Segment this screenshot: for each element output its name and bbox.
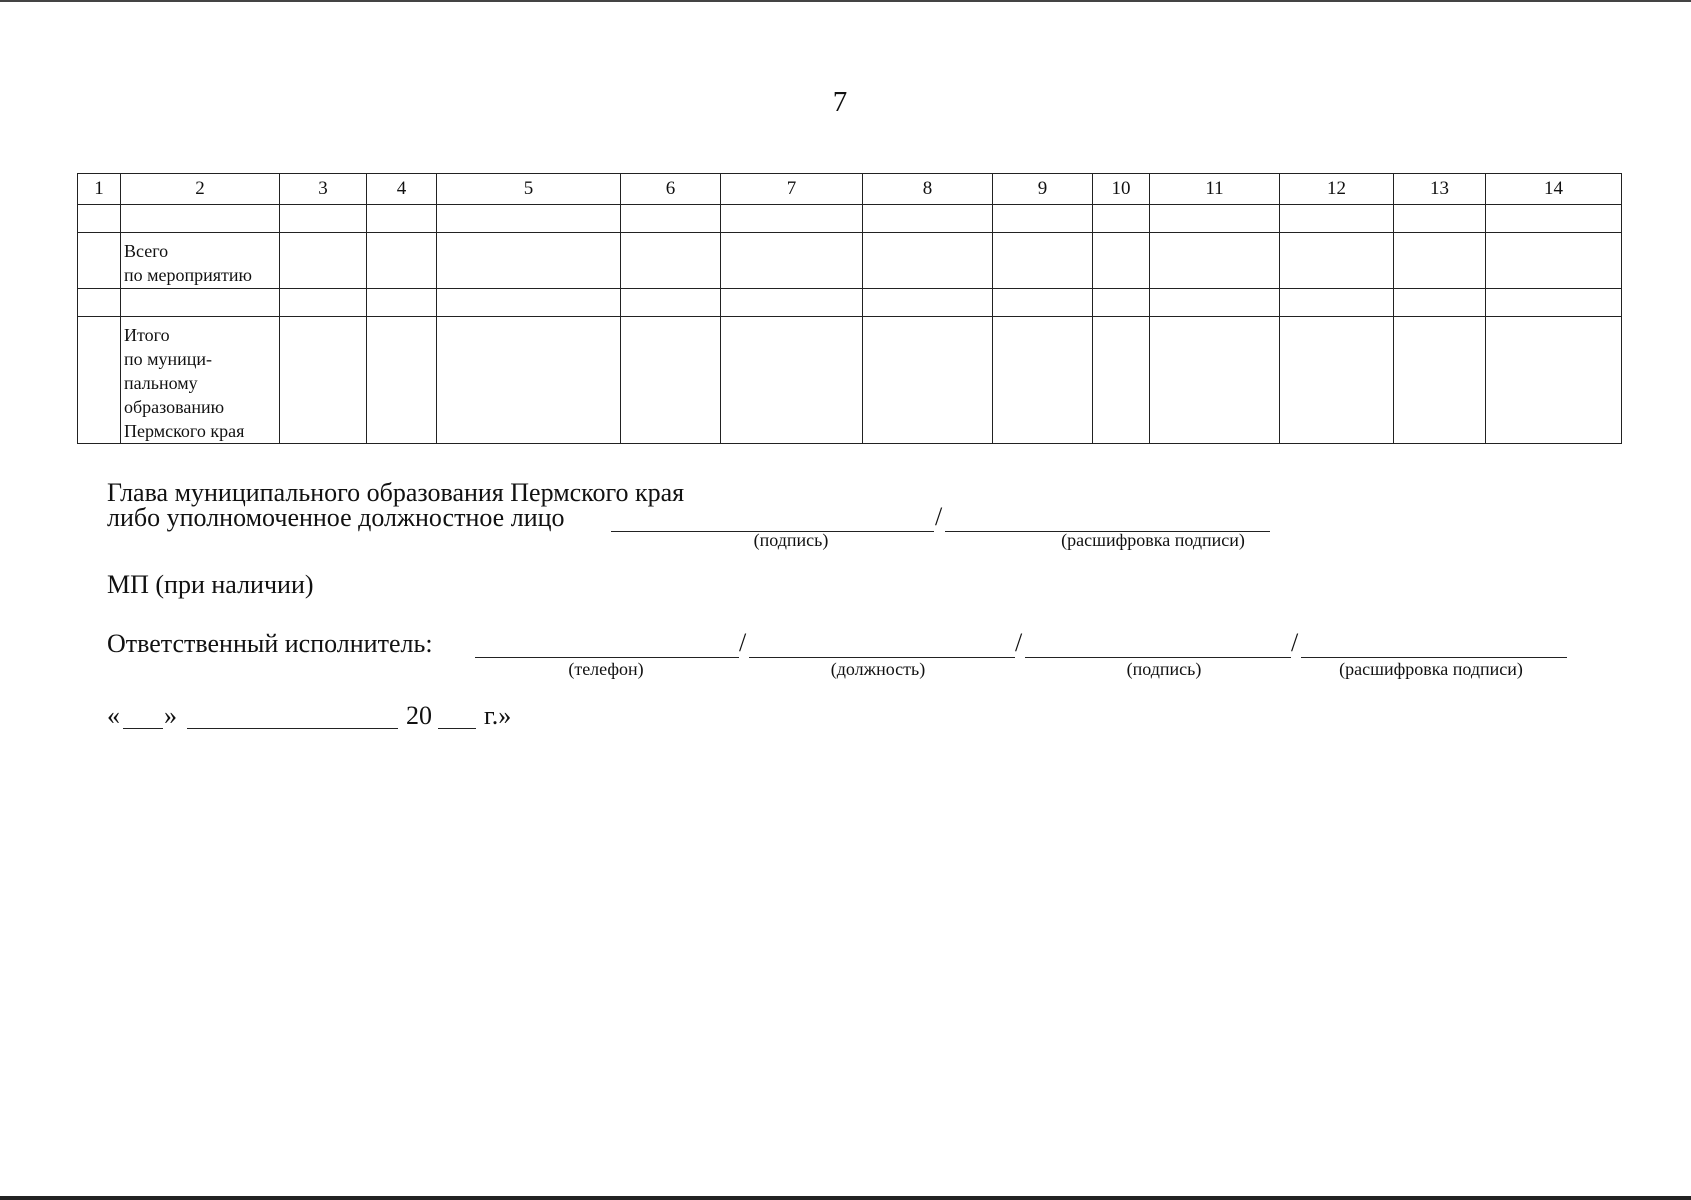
executor-signature-line xyxy=(1025,657,1291,658)
table-cell xyxy=(721,289,863,317)
table-cell xyxy=(621,317,721,444)
table-cell xyxy=(78,205,121,233)
date-close-quote: » xyxy=(164,701,177,730)
table-cell xyxy=(863,317,993,444)
row-label-line: по мероприятию xyxy=(124,265,253,285)
column-number: 7 xyxy=(721,174,863,205)
table-cell xyxy=(1486,317,1622,444)
row-label-line: Итого xyxy=(124,325,170,345)
table-cell xyxy=(437,205,621,233)
table-cell xyxy=(1280,317,1394,444)
caption-decoding: (расшифровка подписи) xyxy=(1061,530,1245,550)
table-cell xyxy=(1150,289,1280,317)
table-cell xyxy=(1394,289,1486,317)
table-cell xyxy=(1280,289,1394,317)
caption-decoding: (расшифровка подписи) xyxy=(1339,659,1523,679)
scan-top-edge xyxy=(0,0,1691,2)
stamp-label: МП (при наличии) xyxy=(107,570,314,599)
row-label-line: пальному xyxy=(124,373,198,393)
phone-line xyxy=(475,657,739,658)
table-cell xyxy=(721,233,863,289)
table-cell xyxy=(621,233,721,289)
empty-row xyxy=(78,289,1622,317)
date-day-line xyxy=(123,728,163,729)
table-cell xyxy=(1093,233,1150,289)
separator-slash: / xyxy=(1015,628,1023,657)
caption-phone: (телефон) xyxy=(568,659,644,679)
table-cell xyxy=(78,233,121,289)
caption-signature: (подпись) xyxy=(753,530,829,550)
column-number: 4 xyxy=(367,174,437,205)
column-number: 6 xyxy=(621,174,721,205)
column-number: 9 xyxy=(993,174,1093,205)
separator-slash: / xyxy=(739,628,747,657)
table-cell xyxy=(721,317,863,444)
table-cell xyxy=(367,205,437,233)
table-cell xyxy=(1394,317,1486,444)
table-cell xyxy=(1486,233,1622,289)
caption-signature: (подпись) xyxy=(1126,659,1202,679)
table-cell xyxy=(1093,205,1150,233)
row-label-line: образованию xyxy=(124,397,225,417)
column-number: 13 xyxy=(1394,174,1486,205)
table-cell xyxy=(863,205,993,233)
table-cell xyxy=(280,289,367,317)
table-cell xyxy=(280,317,367,444)
date-month-line xyxy=(187,728,398,729)
separator-slash: / xyxy=(1291,628,1299,657)
executor-decoding-line xyxy=(1301,657,1567,658)
table-cell xyxy=(280,205,367,233)
column-number: 2 xyxy=(121,174,280,205)
row-label-line: по муници- xyxy=(124,349,213,369)
row-label-line: Пермского края xyxy=(124,421,245,441)
report-table xyxy=(77,173,1622,444)
column-number: 14 xyxy=(1486,174,1622,205)
table-cell xyxy=(121,205,280,233)
date-open-quote: « xyxy=(107,701,120,730)
date-year-prefix: 20 xyxy=(406,701,432,730)
table-cell xyxy=(367,233,437,289)
column-number: 1 xyxy=(78,174,121,205)
table-cell xyxy=(1486,205,1622,233)
row-label-line: Всего xyxy=(124,241,169,261)
table-cell xyxy=(437,233,621,289)
grand-total-row xyxy=(78,317,1622,444)
table-cell xyxy=(1150,233,1280,289)
table-cell xyxy=(437,317,621,444)
column-number-row xyxy=(78,174,1622,205)
scan-bottom-edge xyxy=(0,1196,1691,1200)
table-cell xyxy=(993,205,1093,233)
table-cell xyxy=(121,289,280,317)
column-number: 3 xyxy=(280,174,367,205)
table-cell xyxy=(993,233,1093,289)
column-number: 10 xyxy=(1093,174,1150,205)
table-cell xyxy=(993,289,1093,317)
table-cell xyxy=(1150,317,1280,444)
table-cell xyxy=(437,289,621,317)
table-cell xyxy=(78,289,121,317)
table-cell xyxy=(1394,233,1486,289)
date-suffix: г.» xyxy=(484,701,512,730)
separator-slash: / xyxy=(935,502,943,531)
table-cell xyxy=(1093,317,1150,444)
table-cell xyxy=(1150,205,1280,233)
empty-row xyxy=(78,205,1622,233)
date-year-line xyxy=(438,728,476,729)
table-cell xyxy=(863,289,993,317)
page-number: 7 xyxy=(832,86,848,118)
table-cell xyxy=(1486,289,1622,317)
position-line xyxy=(749,657,1015,658)
activity-total-label xyxy=(121,233,280,289)
column-number: 11 xyxy=(1150,174,1280,205)
table-cell xyxy=(1280,205,1394,233)
table-cell xyxy=(1093,289,1150,317)
table-cell xyxy=(621,205,721,233)
column-number: 8 xyxy=(863,174,993,205)
table-cell xyxy=(367,317,437,444)
table-cell xyxy=(1394,205,1486,233)
table-cell xyxy=(721,205,863,233)
column-number: 5 xyxy=(437,174,621,205)
head-title-line2: либо уполномоченное должностное лицо xyxy=(107,503,565,532)
executor-label: Ответственный исполнитель: xyxy=(107,629,433,658)
caption-position: (должность) xyxy=(830,659,926,679)
head-title-line1: Глава муниципального образования Пермского края xyxy=(107,478,685,507)
column-number: 12 xyxy=(1280,174,1394,205)
table-cell xyxy=(367,289,437,317)
table-cell xyxy=(993,317,1093,444)
table-cell xyxy=(280,233,367,289)
activity-total-row xyxy=(78,233,1622,289)
table-cell xyxy=(78,317,121,444)
table-cell xyxy=(863,233,993,289)
grand-total-label xyxy=(121,317,280,444)
table-cell xyxy=(1280,233,1394,289)
table-cell xyxy=(621,289,721,317)
